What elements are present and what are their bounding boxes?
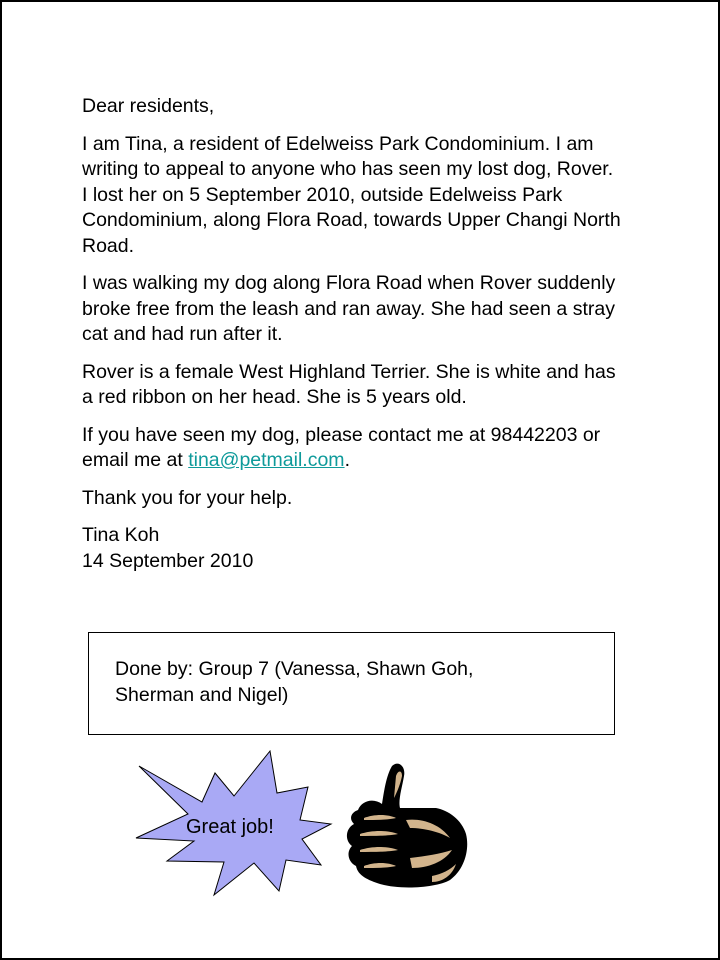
letter-greeting: Dear residents, <box>82 95 215 117</box>
letter-paragraph-description: Rover is a female West Highland Terrier. She is white and has a red ribbon on her head. She is 5 years old. <box>82 360 616 408</box>
signature-date: 14 September 2010 <box>82 549 254 572</box>
letter-paragraph-contact <box>82 423 622 474</box>
signature-name: Tina Koh <box>82 524 160 546</box>
contact-text: If you have seen my dog, please contact me at 98442203 or email me at <box>82 423 601 471</box>
credits-box <box>88 632 615 735</box>
thumbs-up-icon <box>340 758 476 894</box>
email-link[interactable]: tina@petmail.com <box>188 449 345 471</box>
thumbs-up-shape <box>347 764 467 888</box>
contact-suffix: . <box>344 449 350 471</box>
letter-paragraph-incident: I was walking my dog along Flora Road when Rover suddenly broke free from the leash and ran away. She had seen a stray cat and had run after it. <box>82 272 616 345</box>
letter-thanks: Thank you for your help. <box>82 486 293 509</box>
letter-signature <box>82 523 622 574</box>
letter-paragraph-intro: I am Tina, a resident of Edelweiss Park Condominium. I am writing to appeal to anyone who has seen my lost dog, Rover. I lost her on 5 September 2010, outside Edelweiss Park Condominium, along Flora Road, towards Upper Changi North Road. <box>82 132 621 257</box>
great-job-label: Great job! <box>186 816 274 838</box>
credits-text: Done by: Group 7 (Vanessa, Shawn Goh, Sherman and Nigel) <box>115 658 474 706</box>
letter-body <box>82 94 622 586</box>
